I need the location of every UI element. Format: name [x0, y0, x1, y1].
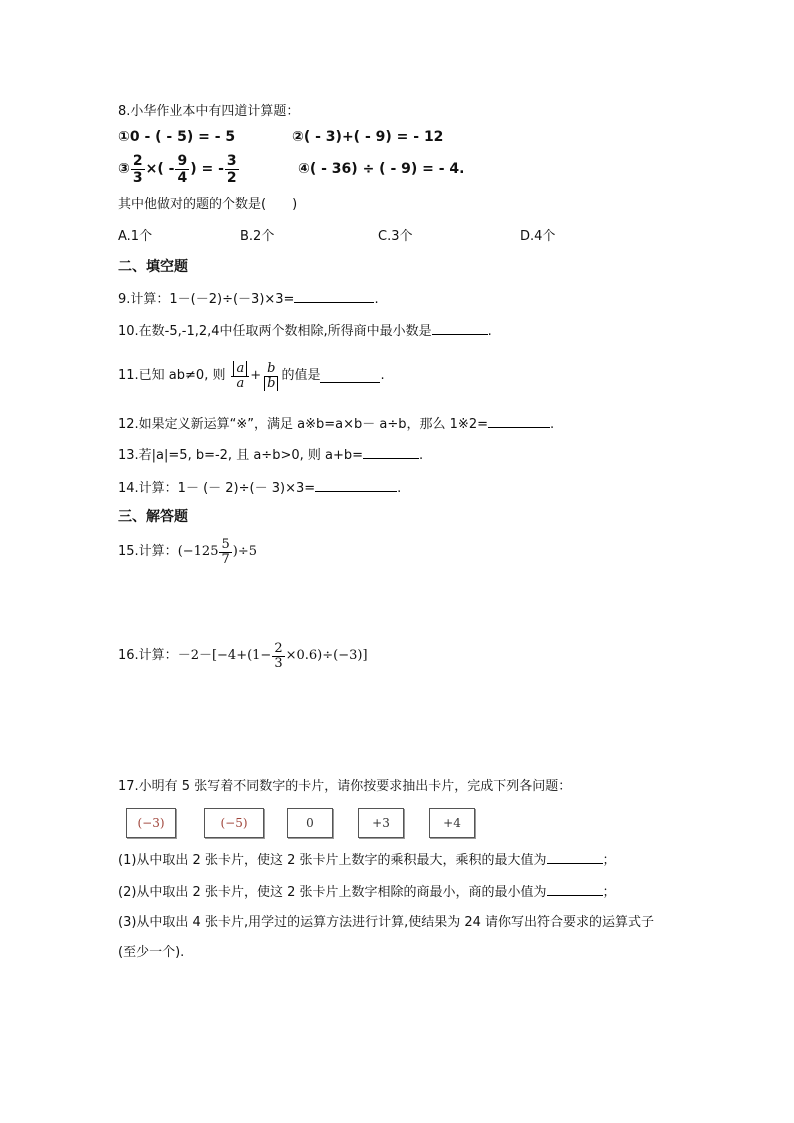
- q16-prefix: 16.计算：: [118, 648, 178, 663]
- q8-stem: 8.小华作业本中有四道计算题：: [118, 104, 300, 119]
- fraction-b-over-abs-b: [262, 362, 280, 391]
- q13: [118, 445, 423, 465]
- q14-text: 14.计算：1－ (－ 2)÷(－ 3)×3=: [118, 481, 316, 496]
- q15-prefix: 15.计算：: [118, 544, 178, 559]
- q13-end: .: [419, 448, 424, 463]
- numerator: 2: [274, 640, 283, 656]
- q9: [118, 289, 379, 309]
- section-answer-title: 三、解答题: [118, 509, 188, 525]
- q16-expr-b: ×0.6)÷(−3)]: [285, 648, 368, 663]
- abs-b: b: [264, 376, 278, 391]
- answer-blank[interactable]: [488, 414, 550, 428]
- q17-sub3-cont: (至少一个).: [118, 945, 185, 960]
- card-plus-4: +4: [429, 808, 475, 838]
- fraction-2-3: [272, 642, 284, 671]
- q17-sub1-end: ；: [602, 853, 616, 868]
- q12-end: .: [550, 417, 555, 432]
- abs-a: a: [233, 361, 247, 376]
- q17-sub2-text: (2)从中取出 2 张卡片，使这 2 张卡片上数字相除的商最小，商的最小值为: [118, 885, 547, 900]
- q17-sub2-end: ；: [602, 885, 616, 900]
- q9-text: 9.计算：1－(－2)÷(－3)×3=: [118, 292, 295, 307]
- card-zero: 0: [287, 808, 333, 838]
- card-plus-3: +3: [358, 808, 404, 838]
- q11-suffix: 的值是: [281, 368, 321, 383]
- q16-expr-a: －2－[−4+(1−: [177, 648, 272, 663]
- q16: [118, 636, 368, 676]
- q8-question: 其中他做对的题的个数是( ): [118, 197, 298, 212]
- answer-blank[interactable]: [547, 850, 603, 864]
- fraction-2-3: $\frac{2}{3}$: [132, 152, 143, 186]
- q14-end: .: [397, 481, 402, 496]
- q15-expr-b: )÷5: [232, 544, 257, 559]
- q17-stem: 17.小明有 5 张写着不同数字的卡片，请你按要求抽出卡片，完成下列各问题：: [118, 779, 572, 794]
- q8-item-3-prefix: ③: [118, 161, 130, 177]
- q10-end: .: [487, 324, 492, 339]
- card-minus-3: (−3): [126, 808, 176, 838]
- q8-option-c: C.3个: [378, 229, 413, 244]
- q15-expr-a: (−125: [177, 544, 219, 559]
- q14: [118, 478, 401, 498]
- q10-text: 10.在数-5,-1,2,4中任取两个数相除,所得商中最小数是: [118, 324, 432, 339]
- q8-option-a: A.1个: [118, 229, 153, 244]
- q17-sub1-text: (1)从中取出 2 张卡片，使这 2 张卡片上数字的乘积最大，乘积的最大值为: [118, 853, 547, 868]
- numerator-b: b: [267, 360, 276, 376]
- q12-text: 12.如果定义新运算“※”，满足 a※b=a×b－ a÷b，那么 1※2=: [118, 417, 488, 432]
- answer-blank[interactable]: [547, 882, 603, 896]
- q17-sub1: [118, 850, 616, 870]
- q8-item-2: ②( - 3)+( - 9) = - 12: [292, 129, 444, 145]
- denominator-a: a: [236, 375, 245, 391]
- q15: [118, 532, 257, 572]
- denominator: 7: [221, 551, 230, 567]
- q17-sub2: [118, 882, 616, 902]
- q11: [118, 356, 385, 396]
- q8-item-3: [118, 150, 240, 188]
- answer-blank[interactable]: [363, 445, 419, 459]
- q13-text: 13.若|a|=5, b=-2, 且 a÷b>0, 则 a+b=: [118, 448, 364, 463]
- q10: [118, 321, 492, 341]
- q8-item-1: ①0 - ( - 5) = - 5: [118, 129, 236, 145]
- q8-item-3-eq: ) = -: [190, 161, 224, 177]
- fraction-abs-a-over-a: [231, 362, 249, 391]
- answer-blank[interactable]: [432, 321, 488, 335]
- denominator: 3: [274, 655, 283, 671]
- answer-blank[interactable]: [320, 369, 380, 383]
- fraction-9-4: $\frac{9}{4}$: [177, 152, 188, 186]
- plus-sign: +: [250, 368, 262, 383]
- fraction-3-2: $\frac{3}{2}$: [226, 152, 237, 186]
- q17-sub3: (3)从中取出 4 张卡片,用学过的运算方法进行计算,使结果为 24 请你写出符合要求的运算式子: [118, 915, 655, 930]
- answer-blank[interactable]: [315, 478, 397, 492]
- numerator: 5: [221, 536, 230, 552]
- section-fill-in-title: 二、填空题: [118, 259, 188, 275]
- q11-prefix: 11.已知 ab≠0, 则: [118, 368, 226, 383]
- q11-end: .: [380, 368, 385, 383]
- q9-end: .: [374, 292, 379, 307]
- card-minus-5: (−5): [204, 808, 264, 838]
- q8-option-d: D.4个: [520, 229, 556, 244]
- q8-option-b: B.2个: [240, 229, 275, 244]
- q8-item-4: ④( - 36) ÷ ( - 9) = - 4.: [298, 161, 465, 177]
- fraction-5-7: [219, 538, 231, 567]
- answer-blank[interactable]: [294, 289, 374, 303]
- q8-item-3-times: ×( -: [145, 161, 175, 177]
- q12: [118, 414, 554, 434]
